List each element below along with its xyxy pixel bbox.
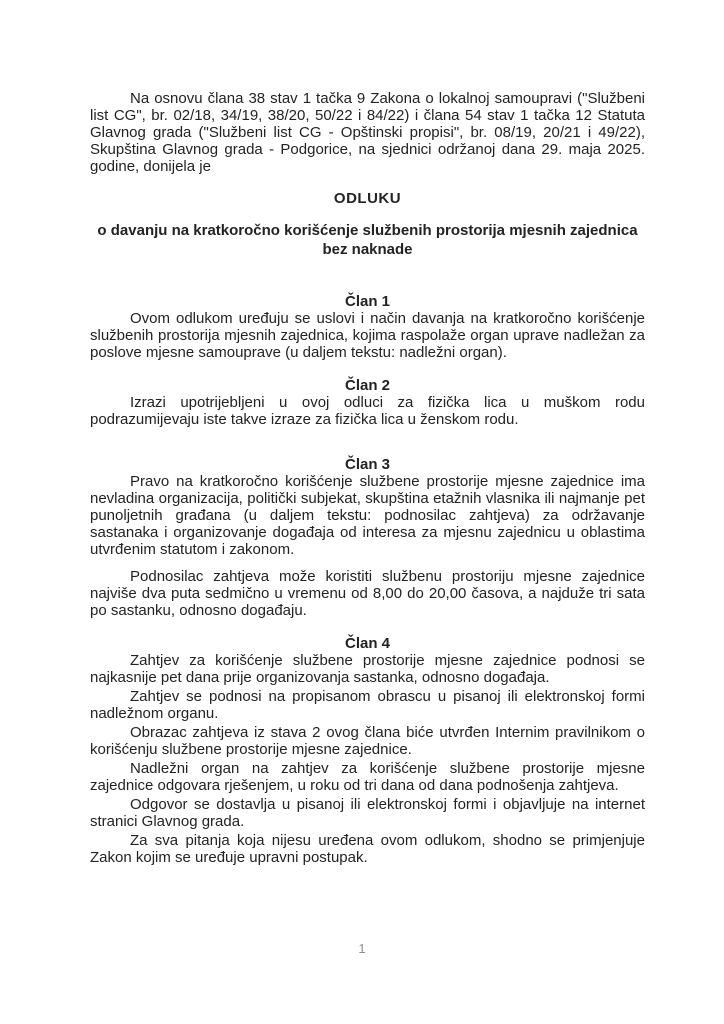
article-4	[90, 635, 645, 866]
article-3-paragraph-1: Pravo na kratkoročno korišćenje službene prostorije mjesne zajednice ima nevladina organizacija, politički subjekat, skupština etažnih vlasnika ili najmanje pet punoljetnih građana (u daljem tekstu: podnosilac zahtjeva) za održavanje sastanaka i organizovanje događaja od interesa za mjesnu zajednicu u oblastima utvrđenim statutom i zakonom.	[90, 473, 645, 558]
decision-subtitle: o davanju na kratkoročno korišćenje službenih prostorija mjesnih zajednica bez naknade	[97, 222, 638, 258]
article-4-heading: Član 4	[344, 635, 390, 652]
article-1	[90, 293, 645, 361]
article-4-paragraph-1: Zahtjev za korišćenje službene prostorije mjesne zajednice podnosi se najkasnije pet dana prije organizovanja sastanka, odnosno događaja.	[90, 652, 645, 686]
article-2-paragraph-1: Izrazi upotrijebljeni u ovoj odluci za fizička lica u muškom rodu podrazumijevaju iste takve izraze za fizička lica u ženskom rodu.	[90, 394, 645, 428]
article-4-paragraph-2: Zahtjev se podnosi na propisanom obrascu u pisanoj ili elektronskoj formi nadležnom organu.	[90, 688, 645, 722]
article-3-paragraph-2: Podnosilac zahtjeva može koristiti službenu prostoriju mjesne zajednice najviše dva puta sedmično u vremenu od 8,00 do 20,00 časova, a najduže tri sata po sastanku, odnosno događaju.	[90, 568, 645, 619]
decision-title: ODLUKU	[333, 190, 402, 207]
article-1-paragraph-1: Ovom odlukom uređuju se uslovi i način davanja na kratkoročno korišćenje službenih prostorija mjesnih zajednica, kojima raspolaže organ uprave nadležan za poslove mjesne samouprave (u daljem tekstu: nadležni organ).	[90, 310, 645, 361]
article-2-heading: Član 2	[344, 377, 390, 394]
article-1-heading: Član 1	[344, 293, 390, 310]
article-4-paragraph-4: Nadležni organ na zahtjev za korišćenje službene prostorije mjesne zajednice odgovara rješenjem, u roku od tri dana od dana podnošenja zahtjeva.	[90, 760, 645, 794]
article-3	[90, 456, 645, 619]
article-4-paragraph-6: Za sva pitanja koja nijesu uređena ovom odlukom, shodno se primjenjuje Zakon kojim se uređuje upravni postupak.	[90, 832, 645, 866]
article-2	[90, 377, 645, 428]
article-4-paragraph-5: Odgovor se dostavlja u pisanoj ili elektronskoj formi i objavljuje na internet stranici Glavnog grada.	[90, 796, 645, 830]
page-number: 1	[358, 941, 366, 956]
article-3-heading: Član 3	[344, 456, 390, 473]
article-4-paragraph-3: Obrazac zahtjeva iz stava 2 ovog člana biće utvrđen Internim pravilnikom o korišćenju službene prostorije mjesne zajednice.	[90, 724, 645, 758]
intro-paragraph: Na osnovu člana 38 stav 1 tačka 9 Zakona o lokalnoj samoupravi ("Službeni list CG", br. 02/18, 34/19, 38/20, 50/22 i 84/22) i člana 54 stav 1 tačka 12 Statuta Glavnog grada ("Službeni list CG - Opštinski propisi", br. 08/19, 20/21 i 49/22), Skupština Glavnog grada - Podgorice, na sjednici održanoj dana 29. maja 2025. godine, donijela je	[90, 90, 645, 175]
